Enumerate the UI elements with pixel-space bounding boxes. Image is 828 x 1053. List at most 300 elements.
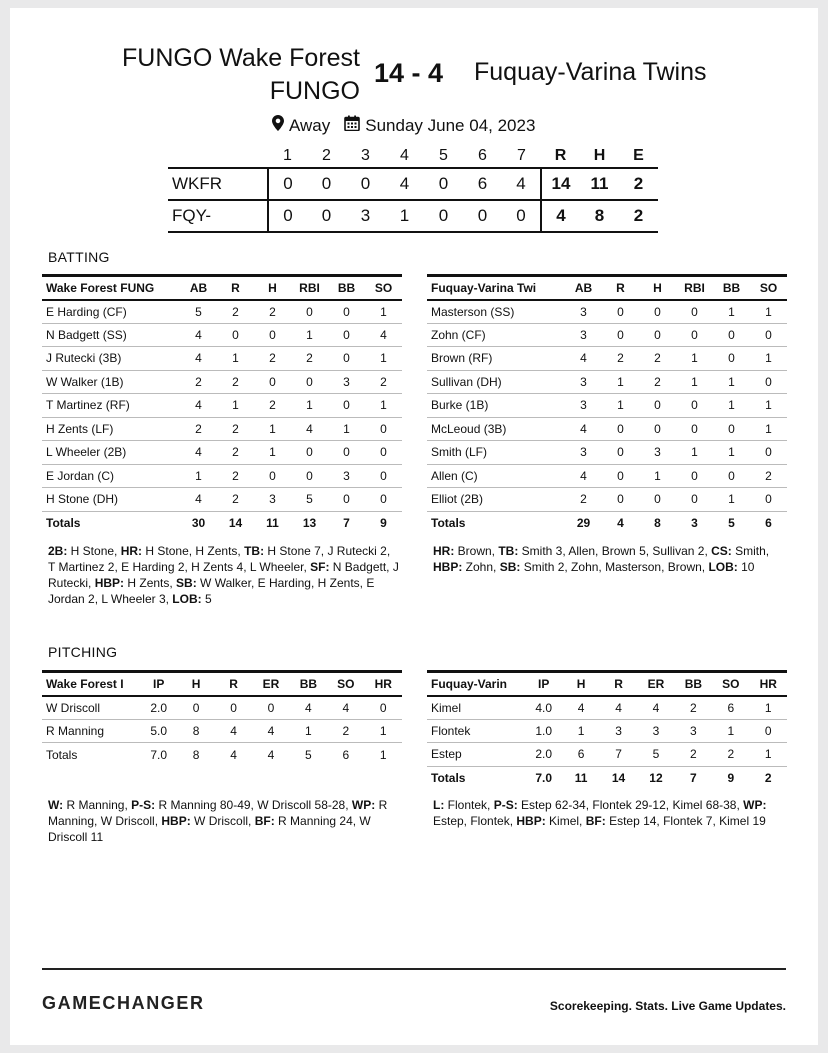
totals-row xyxy=(427,766,787,790)
stat-cell: 0 xyxy=(254,464,291,488)
stat-cell: 0 xyxy=(676,464,713,488)
note-text: H Stone 7, J Rutecki 2, T Martinez 2, E Harding 2, H Zents 4, L Wheeler, xyxy=(48,544,391,574)
player-name: T Martinez (RF) xyxy=(42,394,180,418)
note-label: W: xyxy=(48,798,64,812)
stat-column-header: RBI xyxy=(676,276,713,300)
totals-cell: 14 xyxy=(228,516,243,530)
game-meta xyxy=(272,115,535,136)
stat-cell: 0 xyxy=(602,417,639,441)
player-row xyxy=(427,743,787,767)
stat-cell: 4 xyxy=(565,417,602,441)
stat-cell: 0 xyxy=(328,347,365,371)
stat-cell: 6 xyxy=(562,743,599,767)
note-label: HBP: xyxy=(161,814,191,828)
stat-cell: 2 xyxy=(565,488,602,512)
stat-cell: 0 xyxy=(602,441,639,465)
stat-cell: 4 xyxy=(180,441,217,465)
stat-cell: 4 xyxy=(180,323,217,347)
linescore-table: 1 2 3 4 5 6 7 R H E WKFR 0 0 0 4 0 6 4 14 11 2 FQY- 0 0 3 1 0 0 0 4 8 2 xyxy=(168,144,658,233)
stat-cell: 4 xyxy=(365,323,402,347)
stat-cell: 4.0 xyxy=(525,696,562,720)
stat-cell: 2 xyxy=(675,696,712,720)
note-label: HR: xyxy=(433,544,455,558)
stat-column-header: BB xyxy=(290,672,327,696)
stat-cell: 3 xyxy=(637,719,674,743)
stat-cell: 4 xyxy=(215,719,252,743)
stat-cell: 3 xyxy=(565,394,602,418)
stat-cell: 5 xyxy=(180,300,217,324)
stat-cell: 0 xyxy=(177,696,214,720)
note-text: Estep 62-34, Flontek 29-12, Kimel 68-38, xyxy=(517,798,744,812)
stat-column-header: H xyxy=(639,276,676,300)
stat-cell: 3 xyxy=(675,719,712,743)
stat-cell: 0 xyxy=(713,464,750,488)
team-column-header: Fuquay-Varin xyxy=(427,672,525,696)
totals-cell: 13 xyxy=(302,516,317,530)
player-name: Kimel xyxy=(427,696,525,720)
player-row xyxy=(42,488,402,512)
stat-cell: 1 xyxy=(291,323,328,347)
note-text: Smith 2, Zohn, Masterson, Brown, xyxy=(520,560,709,574)
stat-cell: 4 xyxy=(600,696,637,720)
stat-cell: 0 xyxy=(639,300,676,324)
stat-column-header: ER xyxy=(252,672,289,696)
pitching-table-away xyxy=(42,670,402,766)
stat-cell: 3 xyxy=(639,441,676,465)
stat-cell: 0 xyxy=(291,464,328,488)
stat-cell: 0 xyxy=(328,441,365,465)
stat-cell: 1 xyxy=(562,719,599,743)
note-text: H Zents, xyxy=(124,576,177,590)
team-column-header: Fuquay-Varina Twi xyxy=(427,276,565,300)
stat-cell: 1 xyxy=(291,394,328,418)
footer-tagline: Scorekeeping. Stats. Live Game Updates. xyxy=(549,999,786,1013)
player-name: Burke (1B) xyxy=(427,394,565,418)
stat-cell: 0 xyxy=(750,488,787,512)
totals-cell: 30 xyxy=(191,516,206,530)
stat-cell: 1 xyxy=(750,300,787,324)
stat-cell: 1 xyxy=(713,300,750,324)
totals-row xyxy=(42,511,402,535)
stat-cell: 0 xyxy=(291,370,328,394)
stat-cell: 4 xyxy=(291,417,328,441)
player-name: Estep xyxy=(427,743,525,767)
stat-cell: 1 xyxy=(365,394,402,418)
player-name: W Driscoll xyxy=(42,696,140,720)
team-column-header: Wake Forest FUNG xyxy=(42,276,180,300)
map-pin-icon xyxy=(272,115,284,136)
stat-cell: 0 xyxy=(750,441,787,465)
player-name: Smith (LF) xyxy=(427,441,565,465)
note-label: P-S: xyxy=(131,798,156,812)
stat-cell: 5 xyxy=(637,743,674,767)
stat-cell: 0 xyxy=(676,394,713,418)
player-name: McLeoud (3B) xyxy=(427,417,565,441)
totals-cell: 1 xyxy=(379,747,387,762)
stat-cell: 0 xyxy=(215,696,252,720)
stat-cell: 4 xyxy=(180,488,217,512)
totals-cell: 2 xyxy=(764,771,772,785)
batting-table-home xyxy=(427,274,787,535)
stat-cell: 1.0 xyxy=(525,719,562,743)
player-name: E Harding (CF) xyxy=(42,300,180,324)
note-text: H Stone, H Zents, xyxy=(142,544,245,558)
stat-cell: 0 xyxy=(602,323,639,347)
note-label: BF: xyxy=(254,814,275,828)
stat-cell: 2 xyxy=(602,347,639,371)
stat-cell: 2 xyxy=(254,394,291,418)
linescore-row-away: WKFR 0 0 0 4 0 6 4 14 11 2 xyxy=(168,168,658,200)
player-row xyxy=(42,696,402,720)
player-row xyxy=(427,719,787,743)
totals-label: Totals xyxy=(46,516,81,530)
note-text: 5 xyxy=(201,592,212,606)
player-name: Allen (C) xyxy=(427,464,565,488)
note-text: Estep 14, Flontek 7, Kimel 19 xyxy=(605,814,766,828)
stat-cell: 0 xyxy=(252,696,289,720)
stat-cell: 2 xyxy=(675,743,712,767)
stat-cell: 4 xyxy=(180,394,217,418)
stat-cell: 2 xyxy=(180,417,217,441)
stat-column-header: R xyxy=(217,276,254,300)
stat-cell: 1 xyxy=(713,441,750,465)
stat-cell: 0 xyxy=(639,417,676,441)
stat-column-header: H xyxy=(562,672,599,696)
note-text: R Manning 80-49, W Driscoll 58-28, xyxy=(155,798,352,812)
stat-cell: 1 xyxy=(750,417,787,441)
stat-cell: 3 xyxy=(254,488,291,512)
stat-cell: 3 xyxy=(565,300,602,324)
stat-cell: 0 xyxy=(328,488,365,512)
stat-cell: 0 xyxy=(713,347,750,371)
stat-column-header: R xyxy=(600,672,637,696)
stat-cell: 1 xyxy=(180,464,217,488)
stat-cell: 1 xyxy=(639,464,676,488)
home-team-name: Fuquay-Varina Twins xyxy=(474,58,707,86)
player-row xyxy=(42,394,402,418)
stat-cell: 0 xyxy=(365,441,402,465)
stat-cell: 4 xyxy=(327,696,364,720)
stat-cell: 1 xyxy=(602,394,639,418)
player-name: J Rutecki (3B) xyxy=(42,347,180,371)
totals-cell: 8 xyxy=(654,516,661,530)
stat-cell: 0 xyxy=(291,441,328,465)
stat-cell: 0 xyxy=(365,417,402,441)
note-text: Zohn, xyxy=(462,560,500,574)
calendar-icon xyxy=(344,115,360,136)
stat-cell: 7 xyxy=(600,743,637,767)
totals-cell: 6 xyxy=(765,516,772,530)
stat-cell: 4 xyxy=(565,464,602,488)
player-row xyxy=(427,347,787,371)
stat-cell: 2 xyxy=(217,370,254,394)
player-name: H Stone (DH) xyxy=(42,488,180,512)
stat-cell: 1 xyxy=(750,394,787,418)
stat-column-header: BB xyxy=(675,672,712,696)
totals-label: Totals xyxy=(431,516,466,530)
stat-cell: 4 xyxy=(180,347,217,371)
stat-cell: 0 xyxy=(365,696,402,720)
stat-cell: 8 xyxy=(177,719,214,743)
player-row xyxy=(427,300,787,324)
stat-column-header: SO xyxy=(327,672,364,696)
stat-cell: 2 xyxy=(291,347,328,371)
stat-cell: 2 xyxy=(327,719,364,743)
player-row xyxy=(42,417,402,441)
pitching-notes-home xyxy=(433,797,785,829)
note-text: Estep, Flontek, xyxy=(433,814,517,828)
stat-column-header: AB xyxy=(565,276,602,300)
stat-cell: 5.0 xyxy=(140,719,177,743)
stat-column-header: BB xyxy=(328,276,365,300)
player-row xyxy=(42,347,402,371)
stat-cell: 0 xyxy=(328,394,365,418)
note-label: WP: xyxy=(351,798,376,812)
stat-cell: 0 xyxy=(602,488,639,512)
stat-cell: 1 xyxy=(713,488,750,512)
stat-cell: 0 xyxy=(254,370,291,394)
away-team-name: FUNGO Wake Forest FUNGO xyxy=(122,44,360,105)
note-text: Smith 3, Allen, Brown 5, Sullivan 2, xyxy=(518,544,712,558)
player-row xyxy=(427,441,787,465)
stat-column-header: AB xyxy=(180,276,217,300)
stat-cell: 0 xyxy=(750,370,787,394)
stat-cell: 0 xyxy=(676,323,713,347)
note-label: SF: xyxy=(310,560,330,574)
stat-cell: 3 xyxy=(600,719,637,743)
note-label: L: xyxy=(433,798,445,812)
stat-cell: 1 xyxy=(676,441,713,465)
stat-cell: 0 xyxy=(713,417,750,441)
player-name: Masterson (SS) xyxy=(427,300,565,324)
totals-row xyxy=(427,511,787,535)
stat-cell: 1 xyxy=(676,347,713,371)
stat-cell: 1 xyxy=(254,417,291,441)
stat-column-header: HR xyxy=(750,672,787,696)
stat-column-header: RBI xyxy=(291,276,328,300)
stat-cell: 1 xyxy=(254,441,291,465)
stat-cell: 2 xyxy=(365,370,402,394)
stat-cell: 3 xyxy=(565,323,602,347)
player-row xyxy=(42,719,402,743)
note-text: Flontek, xyxy=(444,798,494,812)
totals-cell: 4 xyxy=(617,516,624,530)
note-text: W Driscoll, xyxy=(190,814,255,828)
stat-cell: 1 xyxy=(713,394,750,418)
stat-cell: 0 xyxy=(750,719,787,743)
stat-cell: 2 xyxy=(254,347,291,371)
stat-column-header: IP xyxy=(140,672,177,696)
stat-cell: 1 xyxy=(750,743,787,767)
totals-cell: 9 xyxy=(380,516,387,530)
totals-cell: 7.0 xyxy=(535,771,553,785)
player-name: Brown (RF) xyxy=(427,347,565,371)
note-text: Smith, xyxy=(731,544,770,558)
totals-cell: 9 xyxy=(727,771,735,785)
team-column-header: Wake Forest I xyxy=(42,672,140,696)
note-label: P-S: xyxy=(493,798,518,812)
stat-cell: 0 xyxy=(217,323,254,347)
stat-cell: 0 xyxy=(602,300,639,324)
batting-table-away xyxy=(42,274,402,535)
note-label: HBP: xyxy=(516,814,546,828)
box-score-sheet xyxy=(10,8,818,1045)
stat-column-header: ER xyxy=(637,672,674,696)
stat-cell: 4 xyxy=(565,347,602,371)
note-text: R Manning, W Driscoll, xyxy=(48,798,388,828)
stat-cell: 0 xyxy=(676,417,713,441)
player-row xyxy=(427,464,787,488)
stat-cell: 2 xyxy=(180,370,217,394)
stat-cell: 0 xyxy=(676,300,713,324)
note-label: HBP: xyxy=(433,560,463,574)
note-label: SB: xyxy=(176,576,197,590)
totals-cell: 5 xyxy=(305,747,312,762)
stat-cell: 1 xyxy=(712,719,749,743)
stat-cell: 0 xyxy=(328,300,365,324)
player-row xyxy=(427,696,787,720)
note-label: SB: xyxy=(499,560,521,574)
player-name: Flontek xyxy=(427,719,525,743)
stat-cell: 0 xyxy=(254,323,291,347)
note-text: R Manning 24, W Driscoll 11 xyxy=(48,814,371,844)
stat-cell: 2 xyxy=(639,370,676,394)
note-label: 2B: xyxy=(48,544,68,558)
stat-cell: 1 xyxy=(328,417,365,441)
location-text: Away xyxy=(289,115,331,135)
stat-column-header: R xyxy=(215,672,252,696)
player-name: Sullivan (DH) xyxy=(427,370,565,394)
stat-cell: 2 xyxy=(217,464,254,488)
player-row xyxy=(427,394,787,418)
stat-cell: 1 xyxy=(217,347,254,371)
stat-cell: 2.0 xyxy=(140,696,177,720)
totals-row xyxy=(42,743,402,767)
stat-cell: 1 xyxy=(602,370,639,394)
stat-column-header: SO xyxy=(365,276,402,300)
totals-cell: 3 xyxy=(691,516,698,530)
stat-cell: 1 xyxy=(365,719,402,743)
stat-cell: 0 xyxy=(713,323,750,347)
note-label: LOB: xyxy=(708,560,738,574)
stat-cell: 2.0 xyxy=(525,743,562,767)
note-label: WP: xyxy=(743,798,767,812)
stat-cell: 1 xyxy=(713,370,750,394)
note-label: LOB: xyxy=(172,592,202,606)
stat-cell: 3 xyxy=(565,441,602,465)
stat-cell: 3 xyxy=(565,370,602,394)
linescore-row-home: FQY- 0 0 3 1 0 0 0 4 8 2 xyxy=(168,200,658,232)
totals-cell: 8 xyxy=(192,747,200,762)
player-row xyxy=(42,323,402,347)
stat-column-header: BB xyxy=(713,276,750,300)
note-label: HBP: xyxy=(94,576,125,590)
player-name: Zohn (CF) xyxy=(427,323,565,347)
note-label: CS: xyxy=(711,544,732,558)
stat-cell: 1 xyxy=(365,347,402,371)
stat-cell: 6 xyxy=(712,696,749,720)
pitching-table-home xyxy=(427,670,787,790)
stat-cell: 1 xyxy=(750,347,787,371)
totals-cell: 7 xyxy=(343,516,350,530)
batting-notes-home xyxy=(433,543,785,575)
player-row xyxy=(427,370,787,394)
totals-cell: 4 xyxy=(267,747,275,762)
stat-cell: 1 xyxy=(365,300,402,324)
stat-cell: 0 xyxy=(328,323,365,347)
stat-cell: 5 xyxy=(291,488,328,512)
stat-cell: 1 xyxy=(750,696,787,720)
batting-section-title: BATTING xyxy=(48,249,110,265)
player-name: N Badgett (SS) xyxy=(42,323,180,347)
totals-cell: 7 xyxy=(690,771,697,785)
stat-column-header: SO xyxy=(712,672,749,696)
totals-label: Totals xyxy=(431,771,466,785)
stat-cell: 0 xyxy=(365,464,402,488)
totals-cell: 11 xyxy=(574,771,588,785)
player-name: E Jordan (C) xyxy=(42,464,180,488)
stat-column-header: SO xyxy=(750,276,787,300)
stat-cell: 2 xyxy=(750,464,787,488)
player-name: L Wheeler (2B) xyxy=(42,441,180,465)
totals-cell: 6 xyxy=(342,747,350,762)
stat-cell: 0 xyxy=(639,394,676,418)
player-row xyxy=(427,323,787,347)
note-text: N Badgett, J Rutecki, xyxy=(48,560,399,590)
stat-column-header: R xyxy=(602,276,639,300)
stat-column-header: HR xyxy=(365,672,402,696)
totals-cell: 7.0 xyxy=(150,747,168,762)
totals-cell: 5 xyxy=(728,516,735,530)
totals-cell: 12 xyxy=(649,771,663,785)
stat-column-header: H xyxy=(254,276,291,300)
stat-cell: 2 xyxy=(712,743,749,767)
totals-label: Totals xyxy=(46,747,78,762)
stat-cell: 3 xyxy=(328,464,365,488)
batting-notes-away xyxy=(48,543,400,607)
note-text: Kimel, xyxy=(545,814,586,828)
footer-divider xyxy=(42,968,786,970)
stat-cell: 4 xyxy=(562,696,599,720)
stat-cell: 0 xyxy=(676,488,713,512)
player-row xyxy=(42,441,402,465)
totals-cell: 14 xyxy=(611,771,626,785)
stat-cell: 0 xyxy=(750,323,787,347)
note-label: TB: xyxy=(498,544,519,558)
note-text: H Stone, xyxy=(67,544,121,558)
stat-cell: 1 xyxy=(290,719,327,743)
player-name: H Zents (LF) xyxy=(42,417,180,441)
stat-cell: 0 xyxy=(365,488,402,512)
stat-cell: 2 xyxy=(217,441,254,465)
stat-cell: 0 xyxy=(639,323,676,347)
note-text: 10 xyxy=(737,560,755,574)
gamechanger-logo: GAMECHANGER xyxy=(42,993,205,1013)
totals-cell: 11 xyxy=(266,516,279,530)
totals-cell: 29 xyxy=(576,516,591,530)
stat-cell: 2 xyxy=(217,300,254,324)
note-text: R Manning, xyxy=(63,798,132,812)
player-name: W Walker (1B) xyxy=(42,370,180,394)
player-name: Elliot (2B) xyxy=(427,488,565,512)
stat-cell: 2 xyxy=(639,347,676,371)
stat-cell: 1 xyxy=(676,370,713,394)
note-text: W Walker, E Harding, H Zents, E Jordan 2, L Wheeler 3, xyxy=(48,576,375,606)
stat-cell: 0 xyxy=(291,300,328,324)
stat-cell: 2 xyxy=(217,417,254,441)
stat-cell: 0 xyxy=(639,488,676,512)
stat-cell: 4 xyxy=(252,719,289,743)
